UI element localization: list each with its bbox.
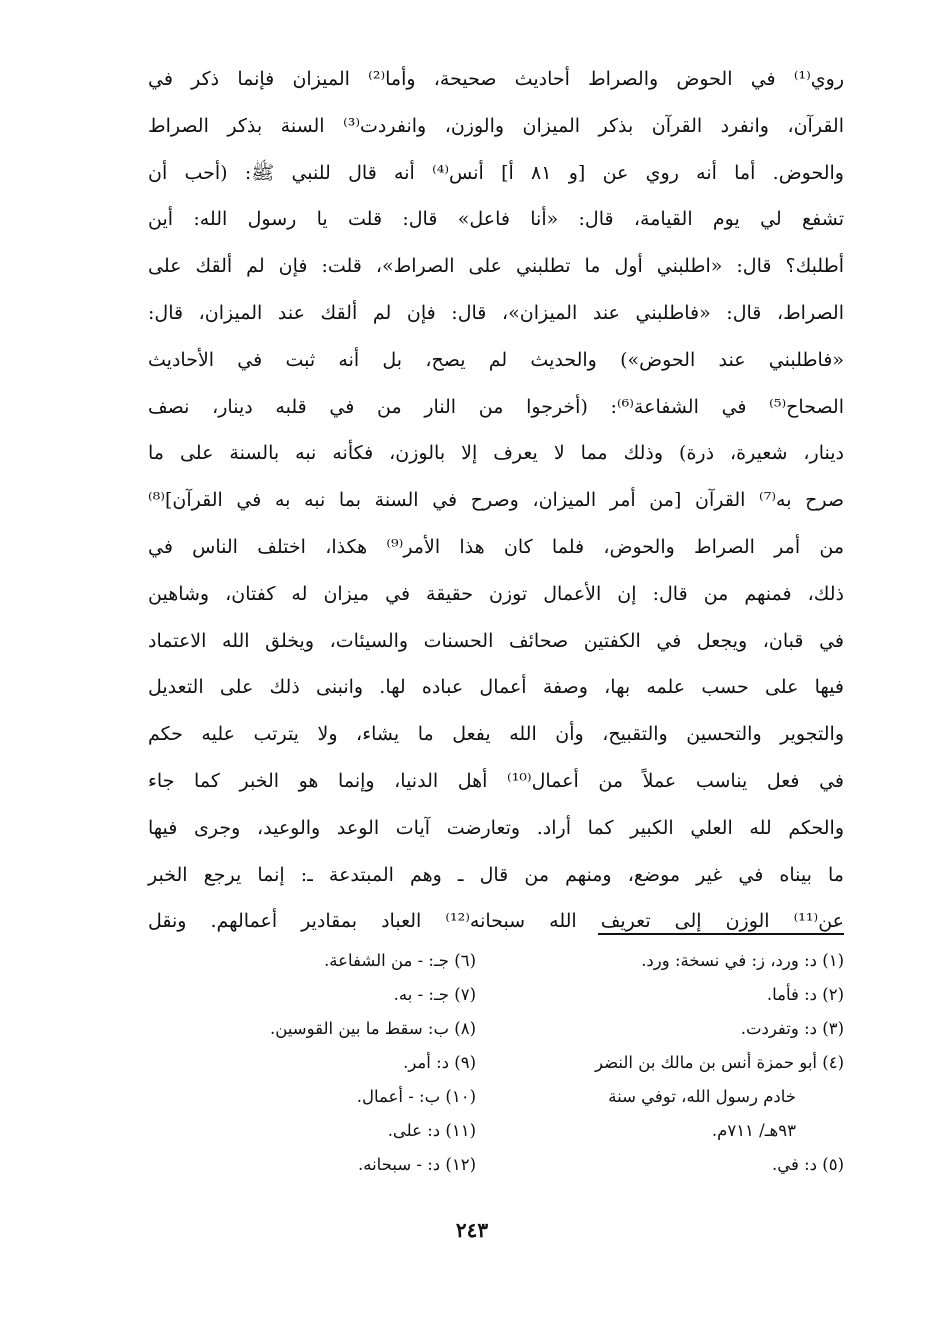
footnote: (٦) جـ: - من الشفاعة.	[324, 951, 476, 970]
body-line: من أمر الصراط والحوض، فلما كان هذا الأمر⁽⁹⁾ هكذا، اختلف الناس في	[148, 535, 845, 558]
body-line: «فاطلبني عند الحوض») والحديث لم يصح، بل أنه ثبت في الأحاديث	[148, 348, 844, 371]
body-line: عن⁽¹¹⁾ الوزن إلى تعريف الله سبحانه⁽¹²⁾ العباد بمقادير أعمالهم. ونقل	[148, 910, 844, 933]
footnote: (٢) د: فأما.	[766, 985, 844, 1004]
footnote-continuation: خادم رسول الله، توفي سنة	[608, 1087, 796, 1106]
footnote: (٧) جـ: - به.	[393, 985, 476, 1004]
footnote: (١٢) د: - سبحانه.	[358, 1155, 476, 1174]
body-line: والتجوير والتحسين والتقبيح، وأن الله يفعل ما يشاء، ولا يترتب عليه حكم	[148, 723, 844, 746]
body-line: صرح به⁽⁷⁾ القرآن [من أمر الميزان، وصرح في السنة بما نبه به في القرآن]⁽⁸⁾	[148, 489, 845, 512]
body-line: دينار، شعيرة، ذرة) وذلك مما لا يعرف إلا بالوزن، فكأنه نبه بالسنة على ما	[148, 442, 844, 465]
footnote: (٣) د: وتفردت.	[740, 1019, 844, 1038]
body-line: ما بيناه في غير موضع، ومنهم من قال ـ وهم المبتدعة ـ: إنما يرجع الخبر	[148, 863, 844, 886]
body-line: ذلك، فمنهم من قال: إن الأعمال توزن حقيقة في ميزان له كفتان، وشاهين	[148, 582, 844, 605]
footnote: (١) د: ورد، ز: في نسخة: ورد.	[641, 951, 844, 970]
footnotes-right-column	[500, 944, 844, 1182]
footnote: (٥) د: في.	[771, 1155, 844, 1174]
footnote: (١١) د: على.	[387, 1121, 476, 1140]
body-line: في فعل يناسب عملاً من أعمال⁽¹⁰⁾ أهل الدنيا، وإنما هو الخبر كما جاء	[148, 769, 844, 792]
body-text	[148, 56, 844, 945]
body-line: والحوض. أما أنه روي عن [و ٨١ أ] أنس⁽⁴⁾ أنه قال للنبي ﷺ: (أحب أن	[148, 161, 844, 184]
footnote-separator	[598, 933, 844, 935]
body-line: روي⁽¹⁾ في الحوض والصراط أحاديث صحيحة، وأما⁽²⁾ الميزان فإنما ذكر في	[148, 68, 845, 90]
body-line: تشفع لي يوم القيامة، قال: «أنا فاعل» قال: قلت يا رسول الله: أين	[148, 208, 844, 231]
body-line: الصراط، قال: «فاطلبني عند الميزان»، قال: فإن لم ألقك عند الميزان، قال:	[148, 301, 844, 324]
body-line: القرآن، وانفرد القرآن بذكر الميزان والوزن، وانفردت⁽³⁾ السنة بذكر الصراط	[148, 114, 845, 137]
body-line: في قبان، ويجعل في الكفتين صحائف الحسنات والسيئات، ويخلق الله الاعتماد	[148, 629, 844, 652]
footnote: (٩) د: أمر.	[403, 1053, 476, 1072]
footnote: (١٠) ب: - أعمال.	[356, 1087, 476, 1106]
body-line: والحكم لله العلي الكبير كما أراد. وتعارضت آيات الوعد والوعيد، وجرى فيها	[148, 816, 844, 839]
footnote-continuation: ٩٣هـ/ ٧١١م.	[711, 1121, 796, 1140]
page-number: ٢٤٣	[455, 1218, 489, 1242]
body-line: الصحاح⁽⁵⁾ في الشفاعة⁽⁶⁾: (أخرجوا من النار من في قلبه دينار، نصف	[148, 395, 844, 418]
footnote: (٤) أبو حمزة أنس بن مالك بن النضر	[595, 1053, 844, 1072]
body-line: أطلبك؟ قال: «اطلبني أول ما تطلبني على الصراط»، قلت: فإن لم ألقك على	[148, 255, 844, 278]
body-line: فيها على حسب علمه بها، وصفة أعمال عباده لها. وانبنى ذلك على التعديل	[148, 676, 844, 699]
footnotes-left-column	[240, 944, 476, 1182]
footnote: (٨) ب: سقط ما بين القوسين.	[270, 1019, 476, 1038]
